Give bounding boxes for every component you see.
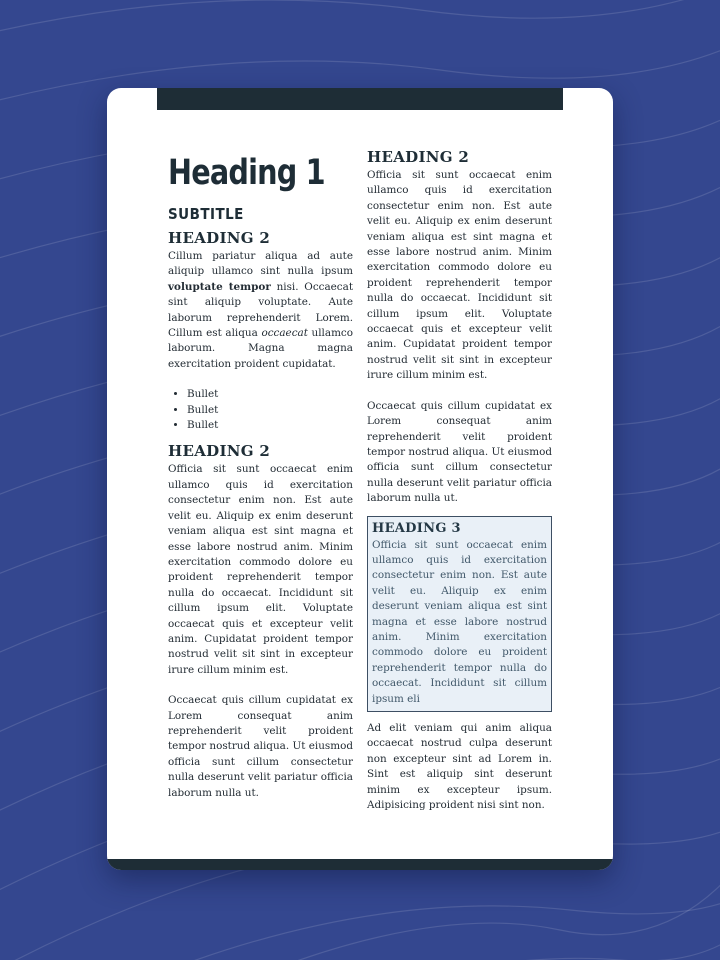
page-footer-bar <box>107 859 613 870</box>
heading-1: Heading 1 <box>168 153 325 193</box>
intro-paragraph <box>168 249 353 372</box>
left-column <box>168 148 353 801</box>
list-item: • Bullet <box>187 403 353 418</box>
intro-text: Cillum pariatur aliqua ad aute aliquip ullamco sint nulla ipsum <box>168 250 353 278</box>
bold-text: voluptate tempor <box>168 280 271 293</box>
section-heading: HEADING 2 <box>367 148 470 166</box>
callout-heading: HEADING 3 <box>372 520 461 536</box>
callout-text: Officia sit sunt occaecat enim ullamco quis id exercitation consectetur enim non. Est aute velit eu. Aliquip ex enim deserunt veniam aliqua est sint magna et esse labore nostrud anim. Minim exercitation commodo dolore eu proident reprehenderit tempor nulla do occaecat. Incididunt sit cillum ipsum eli <box>372 538 547 705</box>
body-paragraph: Officia sit sunt occaecat enim ullamco quis id exercitation consectetur enim non. Est aute velit eu. Aliquip ex enim deserunt veniam aliqua est sint magna et esse labore nostrud anim. Minim exercitation commodo dolore eu proident reprehenderit tempor nulla do occaecat. Incididunt sit cillum ipsum elit. Voluptate occaecat quis et excepteur velit anim. Cupidatat proident tempor nostrud velit sit sint in excepteur irure cillum minim est. <box>168 463 353 676</box>
list-item: • Bullet <box>187 387 353 402</box>
section-heading: HEADING 2 <box>168 229 271 247</box>
body-paragraph: Occaecat quis cillum cupidatat ex Lorem consequat anim reprehenderit velit proident tempor nostrud aliqua. Ut eiusmod officia sunt cillum consectetur nulla deserunt velit pariatur officia laborum nulla ut. <box>367 399 552 505</box>
bullet-list <box>168 387 353 433</box>
body-paragraph: Ad elit veniam qui anim aliqua occaecat nostrud culpa deserunt non excepteur sint ad Lorem in. Sint est aliquip sint deserunt minim ex excepteur ipsum. Adipisicing proident nisi sint non. <box>367 722 552 812</box>
intro-text-middle: nisi. Occaecat sint aliquip voluptate. Aute laborum reprehenderit Lorem. Cillum est aliqua <box>168 280 353 340</box>
section-heading: HEADING 2 <box>168 442 271 461</box>
subtitle: SUBTITLE <box>168 205 244 223</box>
document-page <box>107 88 613 870</box>
page-header-bar <box>157 88 563 110</box>
body-paragraph: Occaecat quis cillum cupidatat ex Lorem consequat anim reprehenderit velit proident tempor nostrud aliqua. Ut eiusmod officia sunt cillum consectetur nulla deserunt velit pariatur officia laborum nulla ut. <box>168 694 353 799</box>
intro-text-end: ullamco laborum. Magna magna exercitation proident cupidatat. <box>168 327 353 370</box>
callout-box <box>367 516 552 712</box>
body-paragraph: Officia sit sunt occaecat enim ullamco quis id exercitation consectetur enim non. Est aute velit eu. Aliquip ex enim deserunt veniam aliqua est sint magna et esse labore nostrud anim. Minim exercitation commodo dolore eu proident reprehenderit tempor nulla do occaecat. Incididunt sit cillum ipsum elit. Voluptate occaecat quis et excepteur velit anim. Cupidatat proident tempor nostrud velit sit sint in excepteur irure cillum minim est. <box>367 169 552 382</box>
right-column <box>367 148 552 813</box>
italic-text: occaecat <box>261 327 308 340</box>
list-item: • Bullet <box>187 418 353 433</box>
